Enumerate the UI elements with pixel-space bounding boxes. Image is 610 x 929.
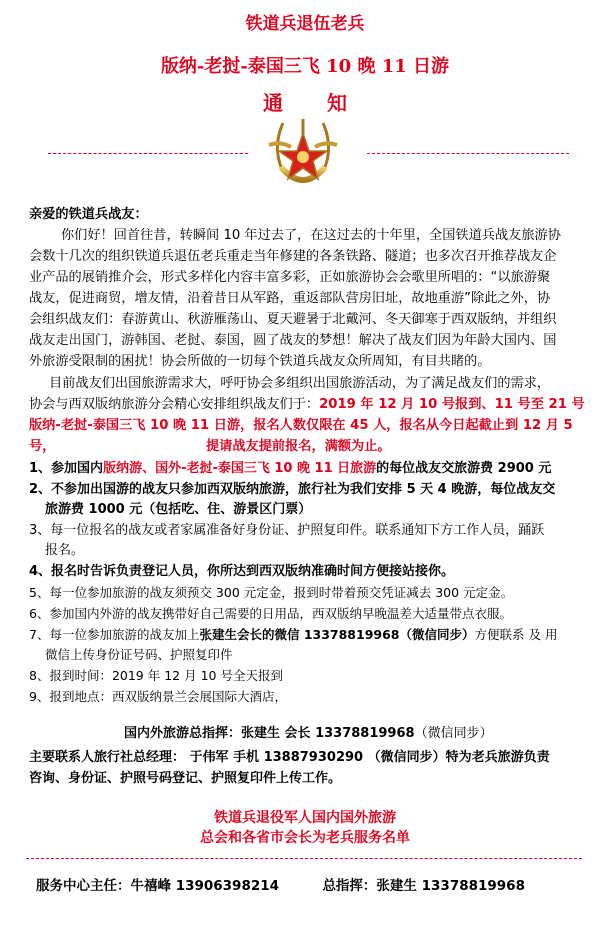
item-7: 7、每一位参加旅游的战友加上张建生会长的微信 13378819968（微信同步）方便联系 及 用 微信上传身份证号码、护照复印件 xyxy=(29,627,558,663)
para1-line4: 战友，促进商贸，增友情，沿着昔日从军路，重返部队营房旧址，故地重游”除此之外，协 xyxy=(29,291,551,306)
item-1-num: 1、 xyxy=(29,461,52,476)
para2-line1: 目前战友们出国旅游需求大，呼吁协会多组织出国旅游活动，为了满足战友们的需求， xyxy=(49,376,551,391)
greeting: 亲爱的铁道兵战友： xyxy=(29,207,148,222)
director-line: 国内外旅游总指挥：张建生 会长 13378819968（微信同步） xyxy=(124,726,493,741)
item-2: 2、不参加出国游的战友只参加西双版纳旅游，旅行社为我们安排 5 天 4 晚游，每位战友交 旅游费 1000 元（包括吃、住、游景区门票） xyxy=(29,482,556,518)
para1-line5: 会组织战友们：春游黄山、秋游雁荡山、夏天避暑于北戴河、冬天御寒于西双版纳，并组织 xyxy=(29,312,557,327)
report-dates: 2019 年 12 月 10 号报到、11 号至 21 号 xyxy=(319,397,585,412)
para2-line2 xyxy=(29,395,585,416)
item-5: 5、每一位参加旅游的战友须预交 300 元定金，报到时带着预交凭证减去 300 元定金。 xyxy=(29,585,514,600)
railway-corps-emblem-icon xyxy=(261,115,345,195)
manager-line2: 咨询、身份证、护照号码登记、护照复印件上传工作。 xyxy=(29,771,342,786)
right-divider xyxy=(367,153,569,154)
footer-contacts xyxy=(36,874,596,894)
para2-line3: 版纳-老挝-泰国三飞 10 晚 11 日游，报名人数仅限在 45 人，报名从今日起截止到 12 月 5 号， xyxy=(29,418,573,454)
item-8: 8、报到时间：2019 年 12 月 10 号全天报到 xyxy=(29,668,283,683)
item-1: 1、参加国内版纳游、国外-老挝-泰国三飞 10 晚 11 日旅游的每位战友交旅游费 2900 元 xyxy=(29,461,552,476)
left-divider xyxy=(48,153,248,154)
para2-intro: 协会与西双版纳旅游分会精心安排组织战友们于： xyxy=(29,397,320,412)
item-3: 3、每一位报名的战友或者家属准备好身份证、护照复印件。联系通知下方工作人员，踊跃 报名。 xyxy=(29,523,545,559)
para1-line1: 你们好！回首往昔，转瞬间 10 年过去了，在这过去的十年里，全国铁道兵战友旅游协 xyxy=(61,228,561,243)
para1-line2: 会数十几次的组织铁道兵退伍老兵重走当年修建的各条铁路、隧道；也多次召开推荐战友企 xyxy=(29,249,557,264)
footer-divider xyxy=(26,858,582,859)
service-list-heading: 铁道兵退役军人国内国外旅游 总会和各省市会长为老兵服务名单 xyxy=(200,810,410,846)
para1-line3: 业产品的展销推介会，形式多样化内容丰富多彩，正如旅游协会会歌里所唱的：“以旅游聚 xyxy=(29,270,551,285)
service-director: 服务中心主任：牛禧峰 13906398214 xyxy=(36,878,280,894)
para1-line6: 战友走出国门，游韩国、老挝、泰国，圆了战友的梦想！解决了战友们因为年龄大国内、国 xyxy=(29,333,557,348)
para1-line7: 外旅游受限制的困扰！协会所做的一切每个铁道兵战友众所周知，有目共睹的。 xyxy=(29,354,491,369)
commander: 总指挥：张建生 13378819968 xyxy=(322,878,525,894)
notice-heading: 通知 xyxy=(263,91,391,115)
item-9: 9、报到地点：西双版纳景兰会展国际大酒店， xyxy=(29,689,287,704)
para2-line4: 提请战友提前报名，满额为止。 xyxy=(206,439,391,454)
item-6: 6、参加国内外游的战友携带好自己需要的日用品，西双版纳早晚温差大适量带点衣服。 xyxy=(29,606,512,621)
manager-line1: 主要联系人旅行社总经理： 于伟军 手机 13887930290 （微信同步）特为老兵旅游负责 xyxy=(29,750,550,765)
item-4: 4、报名时告诉负责登记人员，你所达到西双版纳准确时间方便接站接你。 xyxy=(29,564,455,579)
org-title: 铁道兵退伍老兵 xyxy=(245,14,365,34)
tour-title: 版纳-老挝-泰国三飞 10 晚 11 日游 xyxy=(160,56,450,77)
